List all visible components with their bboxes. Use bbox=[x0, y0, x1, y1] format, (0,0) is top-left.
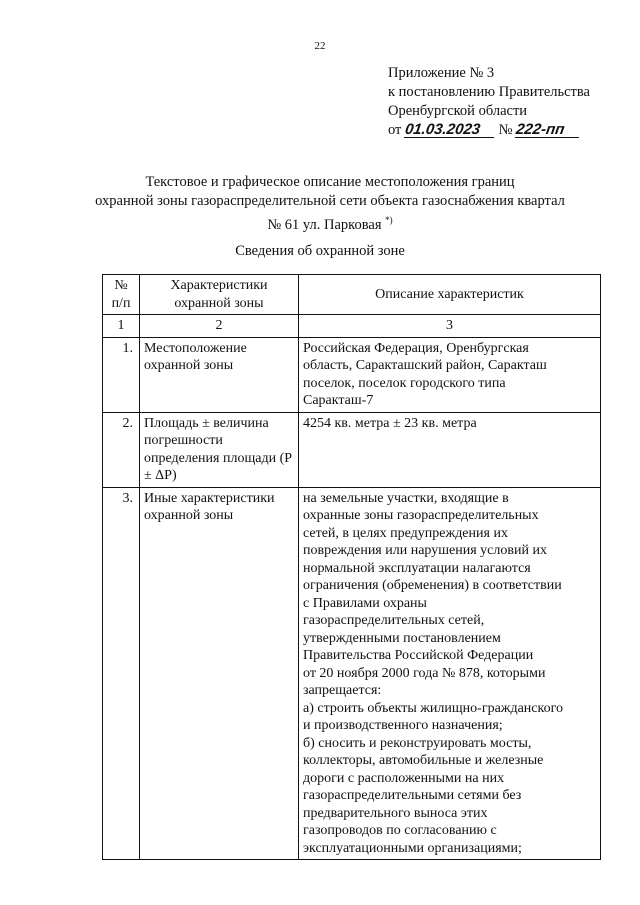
desc-line: эксплуатационными организациями; bbox=[303, 840, 522, 856]
desc-line: газопроводов по согласованию с bbox=[303, 823, 497, 838]
desc-line: Российская Федерация, Оренбургская bbox=[303, 340, 529, 356]
row-description bbox=[299, 337, 601, 412]
page-number: 22 bbox=[314, 40, 326, 52]
row-name: Площадь ± величина погрешности определения площади (P ± ΔP) bbox=[140, 412, 299, 487]
desc-line: предварительного выноса этих bbox=[303, 805, 488, 821]
desc-line: повреждения или нарушения условий их bbox=[303, 543, 547, 558]
table-row bbox=[103, 412, 601, 487]
desc-line: коллекторы, автомобильные и железные bbox=[303, 753, 544, 768]
title-line-3 bbox=[60, 211, 600, 235]
number-label: № bbox=[498, 122, 513, 138]
table-row bbox=[103, 487, 601, 860]
index-cell-3: 3 bbox=[299, 315, 601, 338]
row-description bbox=[299, 487, 601, 860]
desc-line: ограничения (обременения) в соответствии bbox=[303, 578, 562, 593]
desc-line: поселок, поселок городского типа bbox=[303, 375, 506, 391]
table-header-row bbox=[103, 275, 601, 315]
appendix-line-3: Оренбургской области bbox=[388, 103, 528, 119]
desc-line: дороги с расположенными на них bbox=[303, 770, 505, 786]
desc-line: газораспределительных сетей, bbox=[303, 613, 485, 628]
index-cell-1: 1 bbox=[103, 315, 140, 338]
footnote-mark: *) bbox=[385, 215, 393, 225]
from-label: от bbox=[388, 122, 402, 138]
desc-line: область, Саракташский район, Саракташ bbox=[303, 358, 547, 373]
desc-line: запрещается: bbox=[303, 683, 382, 698]
appendix-date-line bbox=[388, 121, 628, 140]
desc-line: Правительства Российской Федерации bbox=[303, 648, 534, 663]
desc-line: а) строить объекты жилищно-гражданского bbox=[303, 700, 563, 716]
row-number: 3. bbox=[103, 487, 140, 860]
zone-info-table bbox=[102, 274, 601, 860]
index-cell-2: 2 bbox=[140, 315, 299, 338]
desc-line: б) сносить и реконструировать мосты, bbox=[303, 735, 532, 751]
row-number: 1. bbox=[103, 337, 140, 412]
handwritten-date: 01.03.2023 bbox=[404, 122, 496, 138]
row-number: 2. bbox=[103, 412, 140, 487]
title-line-1: Текстовое и графическое описание местоположения границ bbox=[145, 174, 515, 190]
desc-line: 4254 кв. метра ± 23 кв. метра bbox=[303, 415, 477, 431]
appendix-line-1: Приложение № 3 bbox=[388, 65, 495, 81]
desc-line: утвержденными постановлением bbox=[303, 630, 501, 646]
header-characteristics: Характеристики охранной зоны bbox=[140, 275, 299, 315]
desc-line: газораспределительными сетями без bbox=[303, 788, 522, 803]
desc-line: на земельные участки, входящие в bbox=[303, 490, 509, 506]
desc-line: нормальной эксплуатации налагаются bbox=[303, 560, 531, 576]
table-index-row bbox=[103, 315, 601, 338]
document-title bbox=[60, 173, 600, 235]
desc-line: Саракташ-7 bbox=[303, 393, 374, 408]
desc-line: от 20 ноября 2000 года № 878, которыми bbox=[303, 665, 546, 681]
desc-line: охранные зоны газораспределительных bbox=[303, 508, 539, 523]
table-row bbox=[103, 337, 601, 412]
appendix-block bbox=[388, 64, 628, 140]
header-num: № п/п bbox=[103, 275, 140, 315]
row-name: Иные характеристики охранной зоны bbox=[140, 487, 299, 860]
desc-line: сетей, в целях предупреждения их bbox=[303, 525, 508, 541]
row-description bbox=[299, 412, 601, 487]
appendix-line-2: к постановлению Правительства bbox=[388, 84, 590, 100]
handwritten-number: 222-пп bbox=[515, 122, 581, 138]
header-description: Описание характеристик bbox=[299, 275, 601, 315]
title-line-2: охранной зоны газораспределительной сети объекта газоснабжения квартал bbox=[95, 193, 565, 209]
desc-line: с Правилами охраны bbox=[303, 595, 427, 611]
title-line-3-text: № 61 ул. Парковая bbox=[267, 216, 382, 233]
row-name: Местоположение охранной зоны bbox=[140, 337, 299, 412]
section-subtitle: Сведения об охранной зоне bbox=[235, 243, 405, 259]
desc-line: и производственного назначения; bbox=[303, 718, 503, 733]
